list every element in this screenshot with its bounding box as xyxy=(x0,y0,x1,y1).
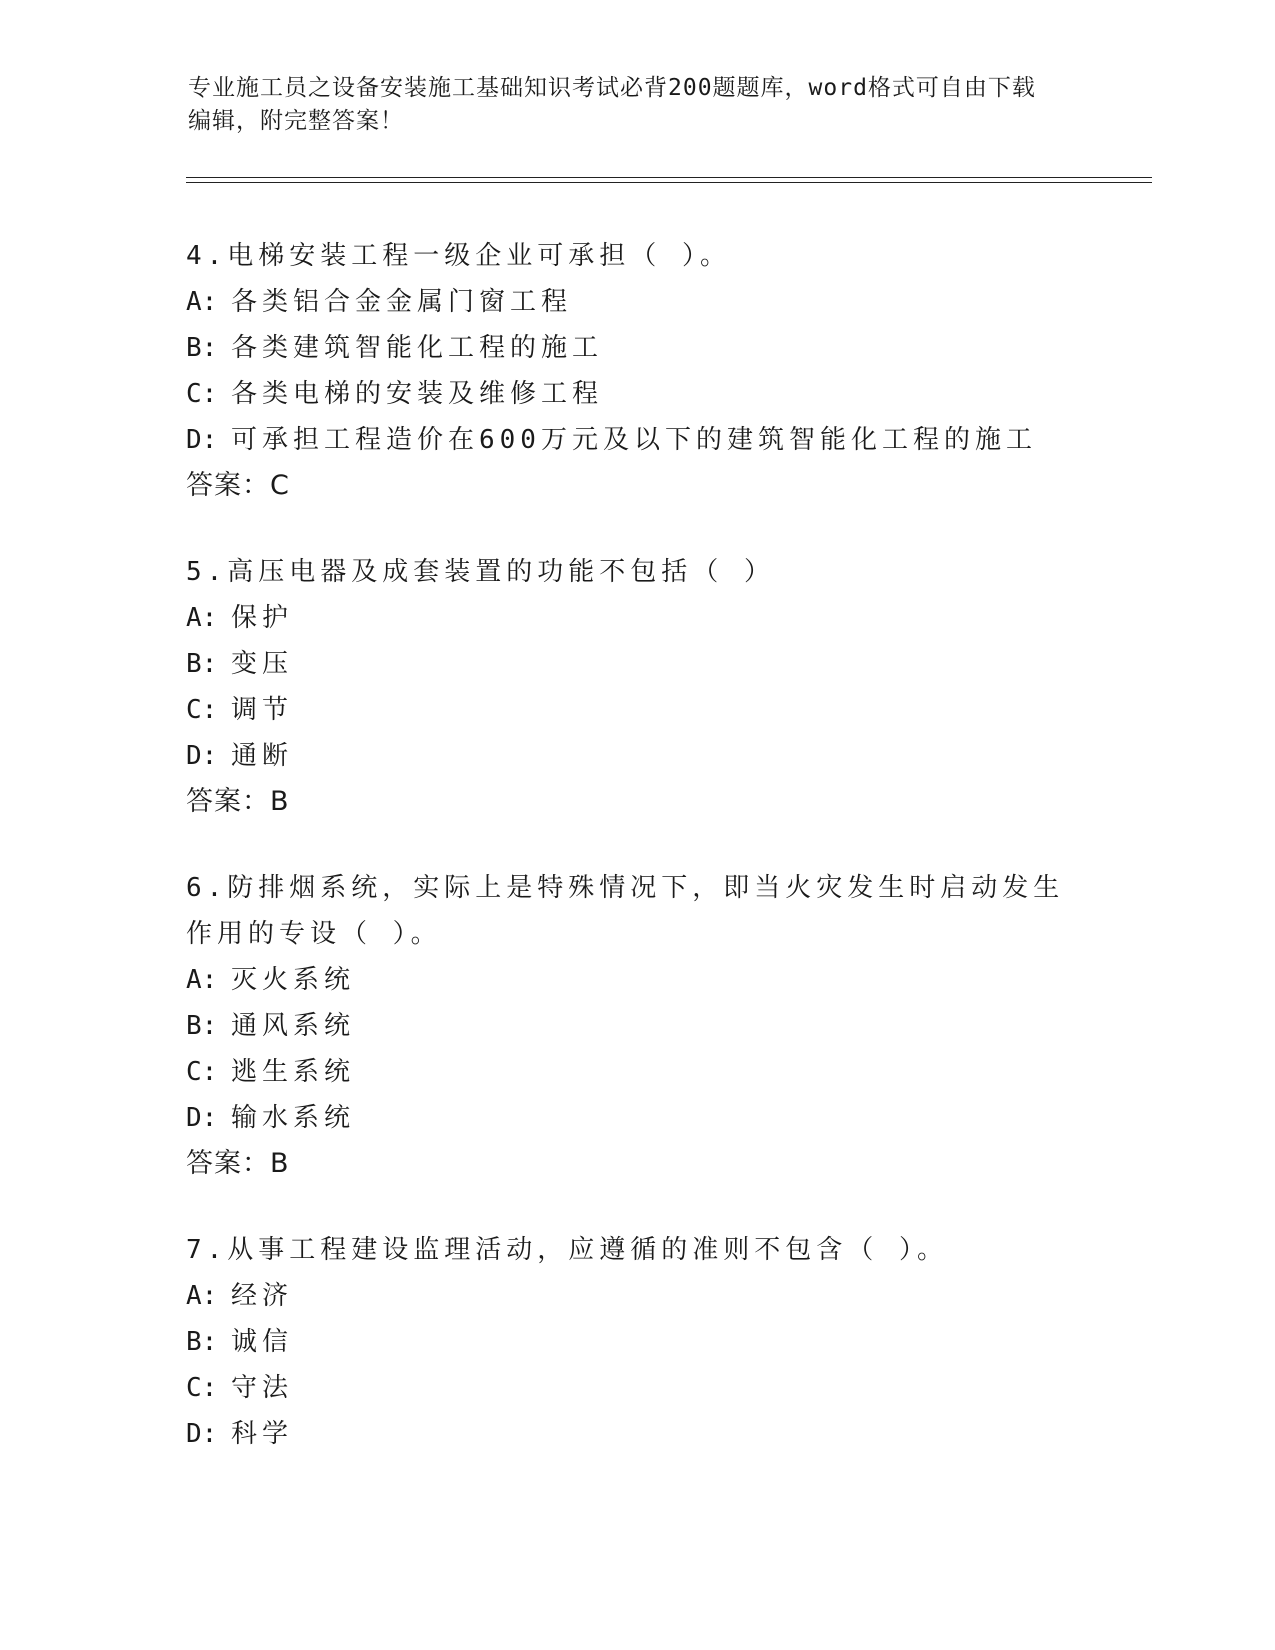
option-text: 各类铝合金金属门窗工程 xyxy=(231,287,573,317)
option-text: 各类建筑智能化工程的施工 xyxy=(231,333,604,363)
option-text: 各类电梯的安装及维修工程 xyxy=(231,379,604,409)
option-key: C: xyxy=(186,695,218,725)
option-b xyxy=(186,641,1146,687)
answer-line: 答案：B xyxy=(186,786,290,817)
option-key: A: xyxy=(186,1281,218,1311)
option-a xyxy=(186,957,1146,1003)
option-c xyxy=(186,1049,1146,1095)
option-text: 通风系统 xyxy=(231,1011,356,1041)
option-key: C: xyxy=(186,1373,218,1403)
option-key: C: xyxy=(186,379,218,409)
option-key: A: xyxy=(186,287,218,317)
option-text: 逃生系统 xyxy=(231,1057,356,1087)
option-text: 守法 xyxy=(231,1373,294,1403)
option-text: 诚信 xyxy=(231,1327,294,1357)
answer-line: 答案：C xyxy=(186,470,290,501)
option-a xyxy=(186,1273,1146,1319)
option-text: 保护 xyxy=(231,603,294,633)
option-d xyxy=(186,1411,1146,1457)
option-key: D: xyxy=(186,1103,218,1133)
option-text: 经济 xyxy=(231,1281,294,1311)
option-key: A: xyxy=(186,603,218,633)
header-divider-bottom xyxy=(186,182,1152,183)
option-key: B: xyxy=(186,333,218,363)
option-key: B: xyxy=(186,649,218,679)
question-stem: 7.从事工程建设监理活动，应遵循的准则不包含（ ）。 xyxy=(186,1235,948,1265)
option-text: 调节 xyxy=(231,695,294,725)
header-line-1: 专业施工员之设备安装施工基础知识考试必背200题题库，word格式可自由下载 xyxy=(188,75,1036,101)
option-key: A: xyxy=(186,965,218,995)
option-d xyxy=(186,1095,1146,1141)
option-text: 可承担工程造价在600万元及以下的建筑智能化工程的施工 xyxy=(231,425,1037,455)
option-key: D: xyxy=(186,1419,218,1449)
question-stem: 6.防排烟系统，实际上是特殊情况下，即当火灾发生时启动发生作用的专设（ ）。 xyxy=(186,873,1065,949)
question-list xyxy=(186,233,1146,1497)
option-c xyxy=(186,1365,1146,1411)
question-item xyxy=(186,233,1146,509)
option-key: D: xyxy=(186,741,218,771)
option-b xyxy=(186,325,1146,371)
question-stem: 5.高压电器及成套装置的功能不包括（ ） xyxy=(186,557,775,587)
option-text: 变压 xyxy=(231,649,294,679)
option-d xyxy=(186,733,1146,779)
option-text: 灭火系统 xyxy=(231,965,356,995)
option-d xyxy=(186,417,1146,463)
option-c xyxy=(186,371,1146,417)
document-header xyxy=(188,72,1088,138)
option-b xyxy=(186,1003,1146,1049)
option-text: 科学 xyxy=(231,1419,294,1449)
header-line-2: 编辑，附完整答案！ xyxy=(188,108,404,134)
option-key: D: xyxy=(186,425,218,455)
header-divider-top xyxy=(186,177,1152,178)
option-b xyxy=(186,1319,1146,1365)
question-item xyxy=(186,1227,1146,1457)
question-stem: 4.电梯安装工程一级企业可承担（ ）。 xyxy=(186,241,731,271)
option-key: B: xyxy=(186,1011,218,1041)
option-a xyxy=(186,279,1146,325)
question-item xyxy=(186,865,1146,1187)
question-item xyxy=(186,549,1146,825)
option-key: B: xyxy=(186,1327,218,1357)
option-a xyxy=(186,595,1146,641)
option-c xyxy=(186,687,1146,733)
option-key: C: xyxy=(186,1057,218,1087)
answer-line: 答案：B xyxy=(186,1148,290,1179)
option-text: 输水系统 xyxy=(231,1103,356,1133)
option-text: 通断 xyxy=(231,741,294,771)
